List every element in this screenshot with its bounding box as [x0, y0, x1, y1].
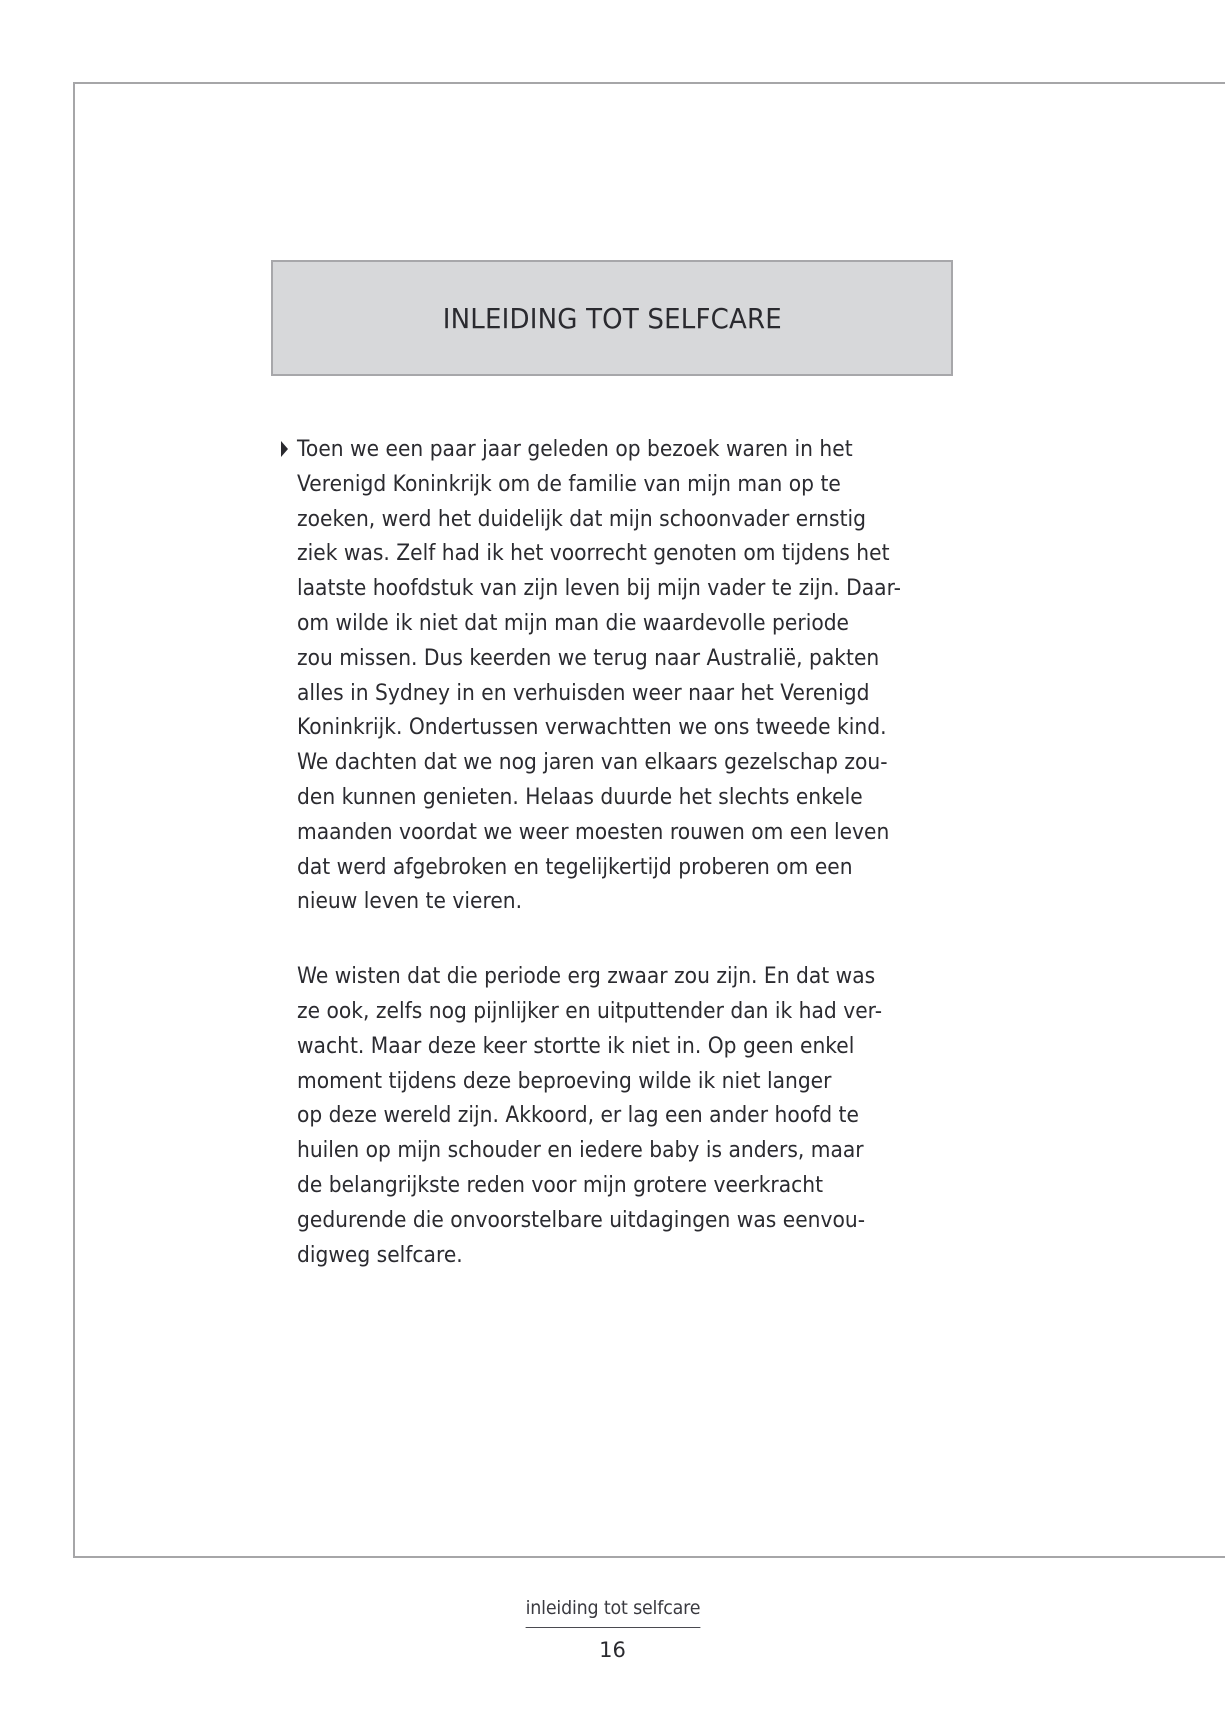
text-line: ze ook, zelfs nog pijnlijker en uitputtender dan ik had ver- [297, 997, 882, 1024]
chapter-title-box [271, 260, 953, 376]
text-line: zoeken, werd het duidelijk dat mijn schoonvader ernstig [297, 505, 866, 532]
text-line: om wilde ik niet dat mijn man die waardevolle periode [297, 609, 850, 636]
text-line: de belangrijkste reden voor mijn grotere veerkracht [297, 1171, 824, 1198]
text-line: Verenigd Koninkrijk om de familie van mijn man op te [297, 470, 841, 497]
text-line: Koninkrijk. Ondertussen verwachtten we ons tweede kind. [297, 714, 887, 741]
body-text [297, 432, 997, 1272]
chapter-title: INLEIDING TOT SELFCARE [442, 301, 782, 335]
text-line: huilen op mijn schouder en iedere baby is anders, maar [297, 1137, 864, 1164]
text-line: op deze wereld zijn. Akkoord, er lag een ander hoofd te [297, 1102, 859, 1129]
paragraph-1 [297, 432, 997, 919]
triangle-right-icon [281, 441, 288, 457]
running-title: inleiding tot selfcare [525, 1597, 700, 1628]
text-line: laatste hoofdstuk van zijn leven bij mijn vader te zijn. Daar- [297, 575, 901, 602]
text-line: maanden voordat we weer moesten rouwen om een leven [297, 818, 890, 845]
text-line: moment tijdens deze beproeving wilde ik niet langer [297, 1067, 832, 1094]
page-number: 16 [599, 1638, 626, 1662]
text-line: wacht. Maar deze keer stortte ik niet in. Op geen enkel [297, 1032, 855, 1059]
text-line: nieuw leven te vieren. [297, 888, 523, 915]
text-line: dat werd afgebroken en tegelijkertijd proberen om een [297, 853, 853, 880]
text-line: Toen we een paar jaar geleden op bezoek waren in het [297, 436, 853, 462]
text-line: digweg selfcare. [297, 1241, 463, 1268]
text-line: alles in Sydney in en verhuisden weer naar het Verenigd [297, 679, 870, 706]
text-line: zou missen. Dus keerden we terug naar Australië, pakten [297, 644, 880, 671]
text-line: We wisten dat die periode erg zwaar zou zijn. En dat was [297, 963, 876, 990]
text-line: We dachten dat we nog jaren van elkaars gezelschap zou- [297, 749, 888, 776]
page-footer [0, 1597, 1225, 1662]
text-line: ziek was. Zelf had ik het voorrecht genoten om tijdens het [297, 540, 890, 567]
text-line: den kunnen genieten. Helaas duurde het slechts enkele [297, 783, 863, 810]
paragraph-2 [297, 959, 997, 1272]
text-line: gedurende die onvoorstelbare uitdagingen was eenvou- [297, 1206, 866, 1233]
